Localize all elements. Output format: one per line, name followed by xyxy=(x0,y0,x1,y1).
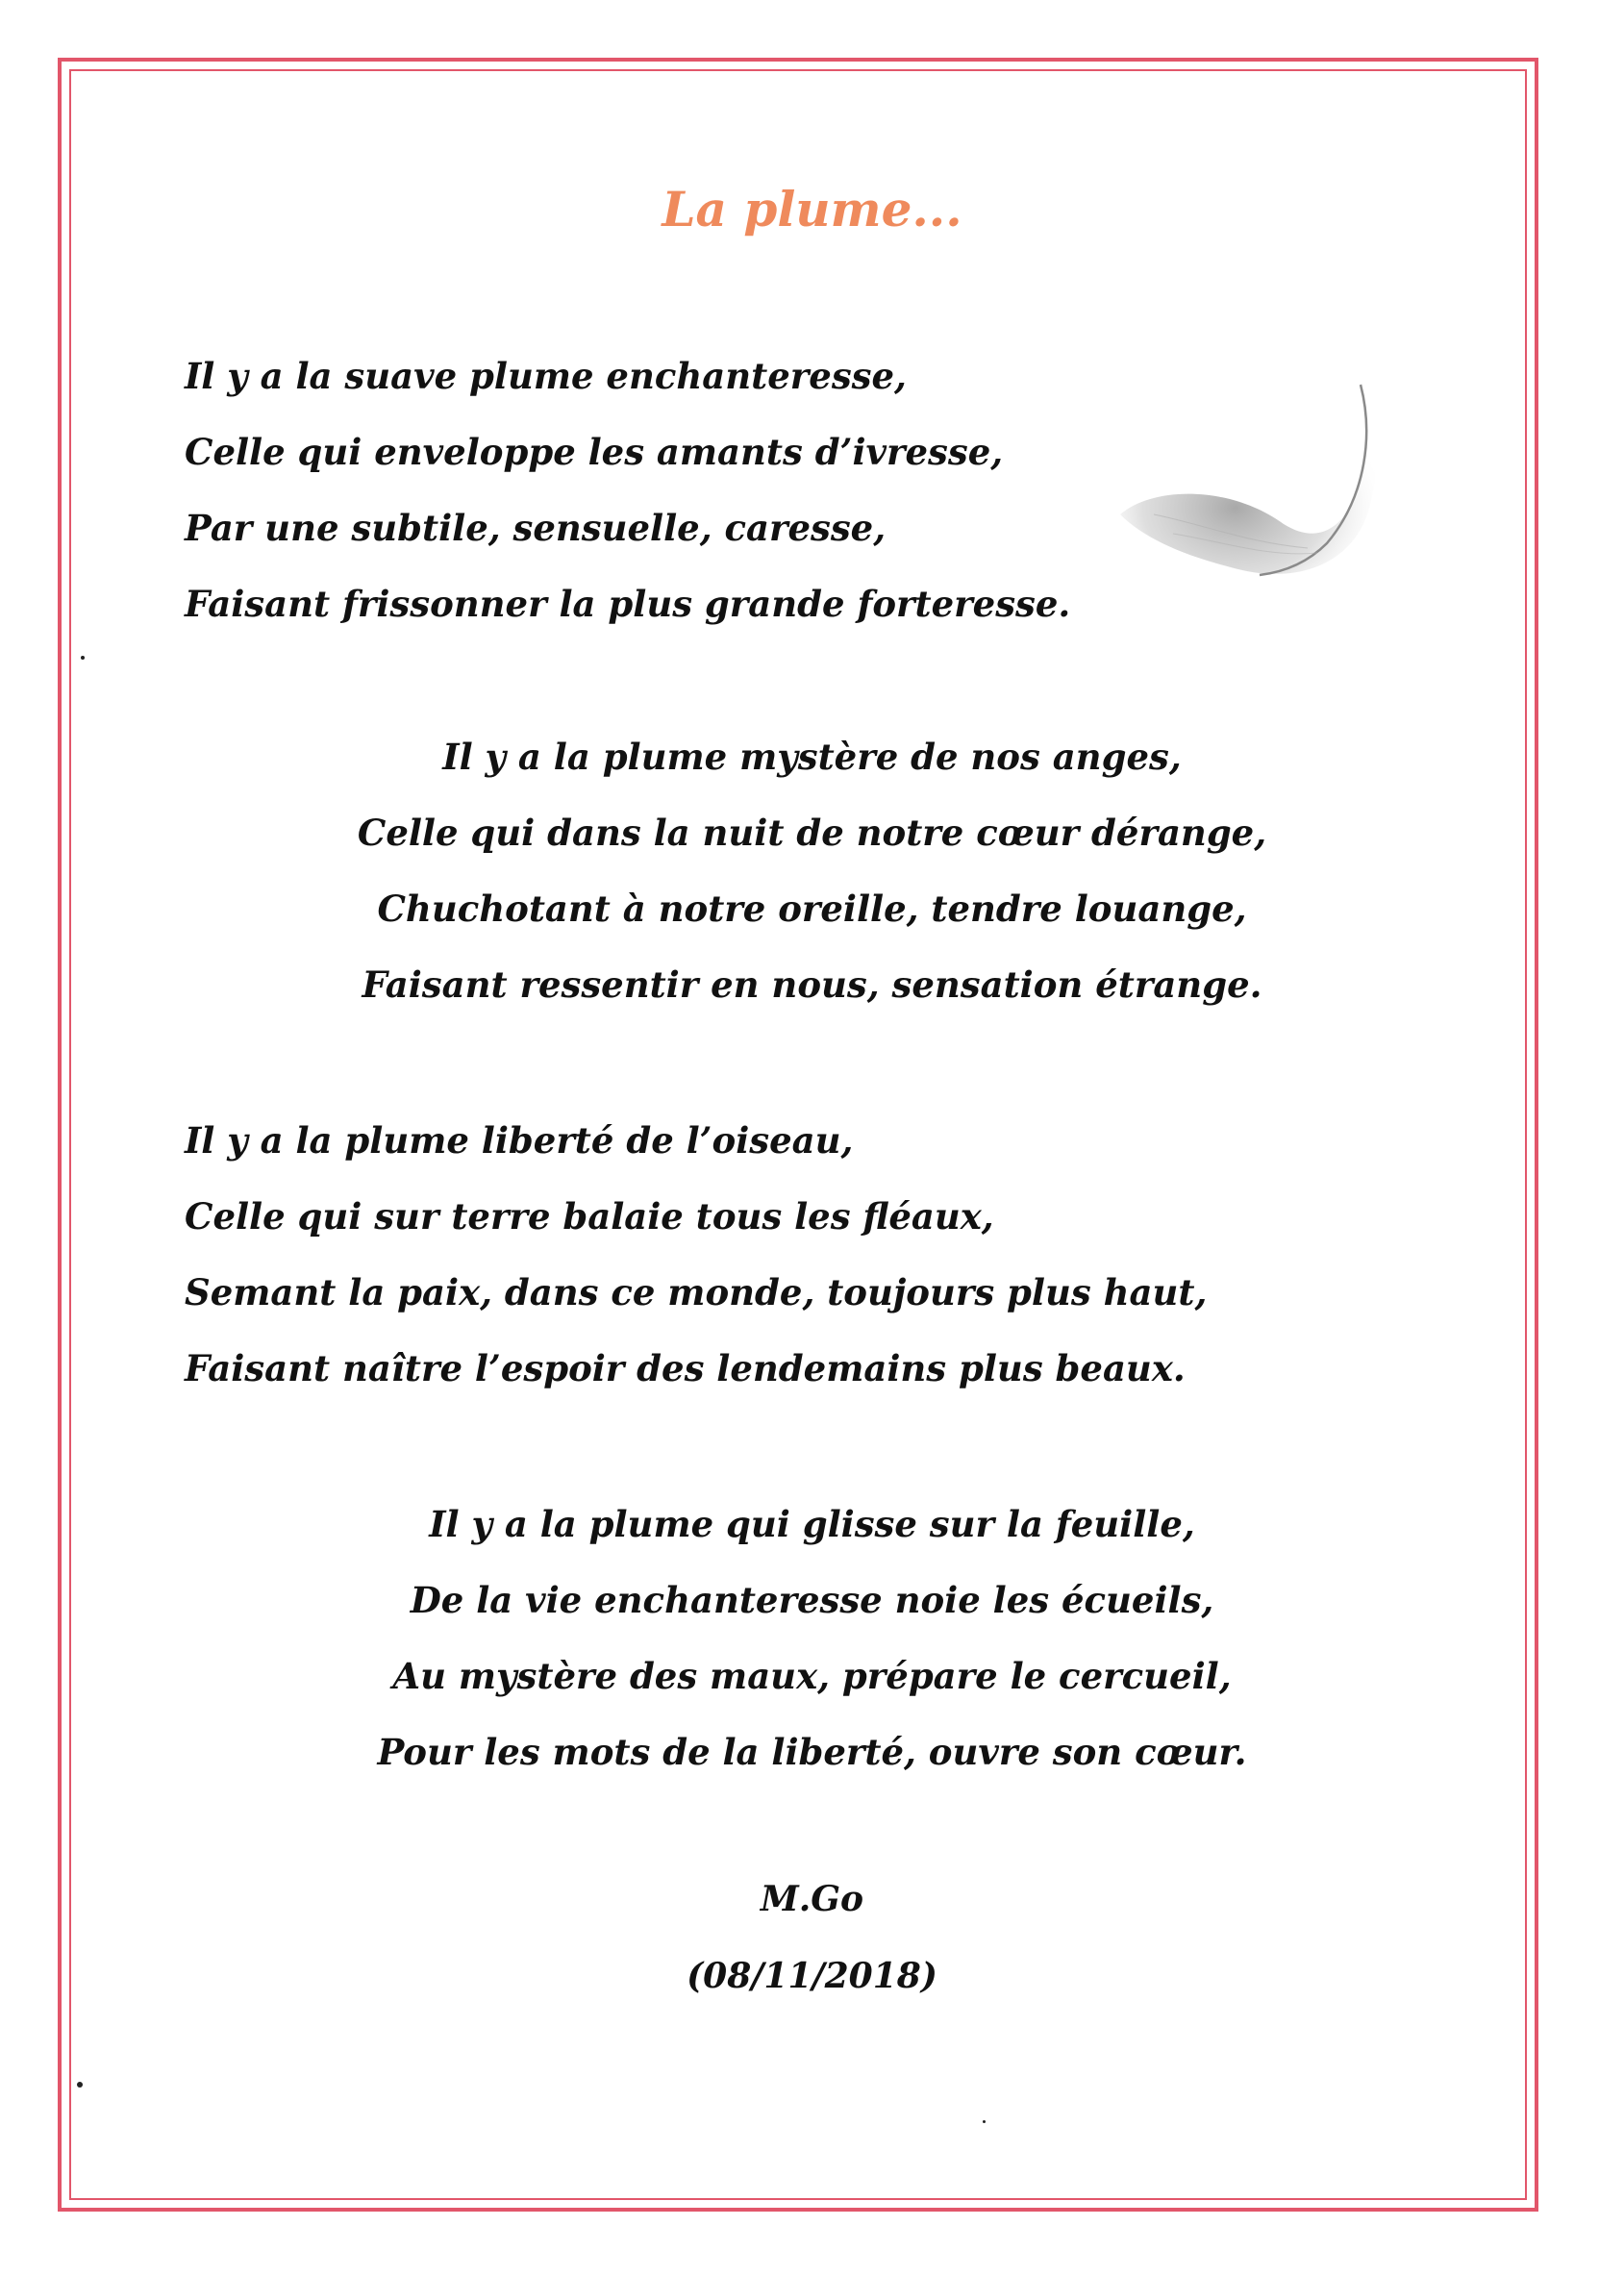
stanza-2 xyxy=(0,719,1624,1023)
poem-date: (08/11/2018) xyxy=(687,1956,937,1996)
poem-title: La plume... xyxy=(662,181,962,238)
stanza-line: Il y a la plume qui glisse sur la feuille, xyxy=(429,1503,1195,1545)
stanza-line: Au mystère des maux, prépare le cercueil, xyxy=(392,1655,1232,1697)
stanza-line: Par une subtile, sensuelle, caresse, xyxy=(185,507,887,549)
scan-speck xyxy=(983,2120,986,2123)
stanza-3 xyxy=(185,1103,1207,1407)
stanza-line: Il y a la plume liberté de l’oiseau, xyxy=(185,1119,854,1162)
feather-icon xyxy=(1115,380,1385,591)
scan-speck xyxy=(81,656,85,660)
stanza-line: Faisant ressentir en nous, sensation étrange. xyxy=(362,963,1262,1006)
stanza-4 xyxy=(0,1487,1624,1790)
stanza-line: Il y a la suave plume enchanteresse, xyxy=(185,355,907,397)
stanza-line: Semant la paix, dans ce monde, toujours plus haut, xyxy=(185,1271,1208,1313)
stanza-line: Faisant frissonner la plus grande forteresse. xyxy=(185,583,1071,625)
author-signature: M.Go xyxy=(760,1879,864,1919)
stanza-line: Celle qui dans la nuit de notre cœur dérange, xyxy=(357,812,1267,854)
stanza-line: Celle qui enveloppe les amants d’ivresse, xyxy=(185,431,1004,473)
stanza-1 xyxy=(185,338,1070,642)
stanza-line: Il y a la plume mystère de nos anges, xyxy=(442,736,1182,778)
stanza-line: Pour les mots de la liberté, ouvre son cœur. xyxy=(377,1731,1247,1773)
stanza-line: Faisant naître l’espoir des lendemains plus beaux. xyxy=(185,1347,1186,1389)
stanza-line: Celle qui sur terre balaie tous les fléaux, xyxy=(185,1195,994,1238)
scan-speck xyxy=(77,2082,83,2088)
stanza-line: Chuchotant à notre oreille, tendre louange, xyxy=(377,888,1247,930)
stanza-line: De la vie enchanteresse noie les écueils, xyxy=(410,1579,1214,1621)
